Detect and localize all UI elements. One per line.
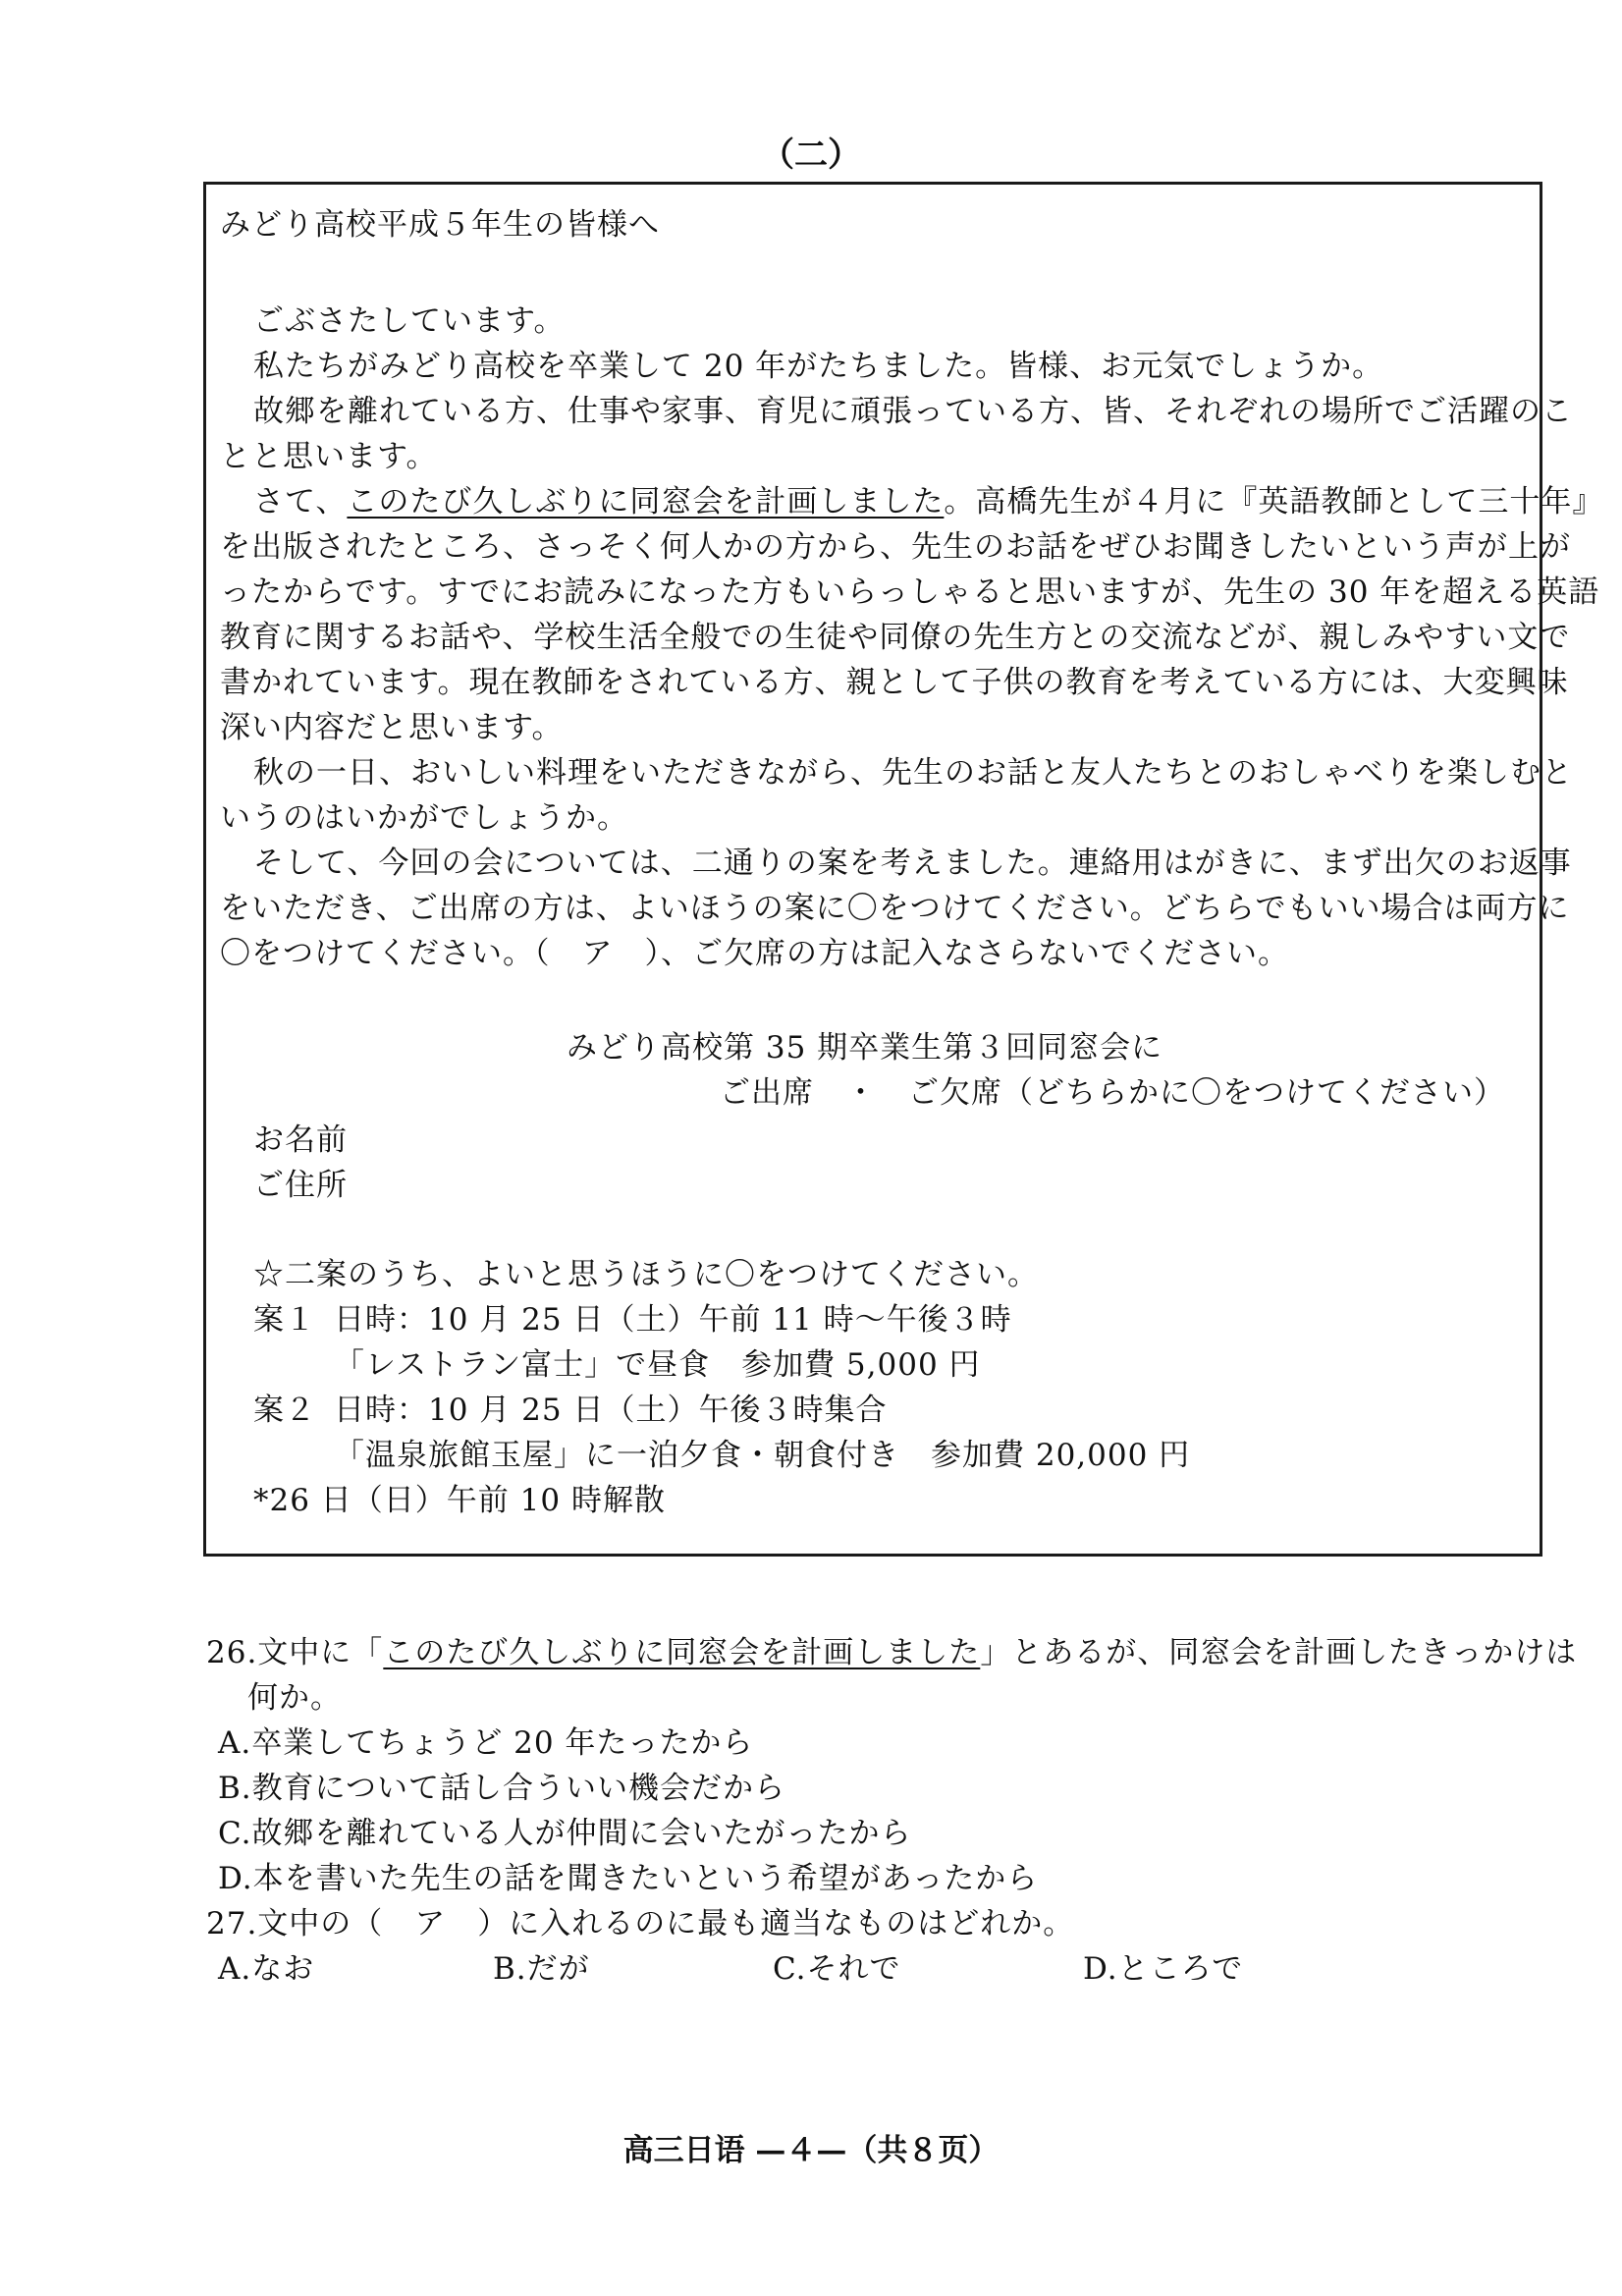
q27-option-b: B.だが bbox=[493, 1951, 590, 1987]
letter-line: とと思います。 bbox=[220, 439, 438, 474]
p4-prefix: さて、 bbox=[253, 484, 348, 519]
letter-line: いうのはいかがでしょうか。 bbox=[220, 800, 628, 836]
letter-line: 書かれています。現在教師をされている方、親として子供の教育を考えている方には、大変興味 bbox=[220, 665, 1569, 700]
form-name-label: お名前 bbox=[253, 1122, 348, 1158]
letter-line: 故郷を離れている方、仕事や家事、育児に頑張っている方、皆、それぞれの場所でご活躍のこ bbox=[253, 394, 1573, 429]
letter-salutation: みどり高校平成５年生の皆様へ bbox=[220, 207, 660, 243]
q26-suffix: 」とあるが、同窓会を計画したきっかけは bbox=[980, 1635, 1578, 1670]
letter-line: をいただき、ご出席の方は、よいほうの案に〇をつけてください。どちらでもいい場合は両方に bbox=[220, 891, 1570, 926]
form-instruction: ☆二案のうち、よいと思うほうに〇をつけてください。 bbox=[253, 1257, 1039, 1292]
question-26 bbox=[206, 1627, 1577, 1671]
q26-underlined-phrase: このたび久しぶりに同窓会を計画しました bbox=[383, 1635, 981, 1670]
letter-line: を出版されたところ、さっそく何人かの方から、先生のお話をぜひお聞きしたいという声が上が bbox=[220, 529, 1571, 565]
plan2-label: 案２ bbox=[253, 1393, 316, 1428]
p4-suffix: 。高橋先生が４月に『英語教師として三十年』 bbox=[944, 484, 1604, 519]
q27-option-d: D.ところで bbox=[1083, 1951, 1244, 1987]
plan1-label: 案１ bbox=[253, 1302, 316, 1338]
q26-continuation: 何か。 bbox=[247, 1680, 342, 1716]
form-attendance: ご出席 ・ ご欠席（どちらかに〇をつけてください） bbox=[720, 1075, 1505, 1111]
letter-line: ごぶさたしています。 bbox=[253, 303, 566, 339]
plan1-line2: 「レストラン富士」で昼食 参加費 5,000 円 bbox=[334, 1347, 981, 1383]
p4-underlined-phrase: このたび久しぶりに同窓会を計画しました bbox=[347, 484, 945, 519]
letter-line: 秋の一日、おいしい料理をいただきながら、先生のお話と友人たちとのおしゃべりを楽しむと bbox=[253, 755, 1573, 791]
plan2-note: *26 日（日）午前 10 時解散 bbox=[253, 1483, 666, 1518]
plan2-line1: 日時：10 月 25 日（土）午後３時集合 bbox=[334, 1393, 888, 1428]
q27-option-a: A.なお bbox=[218, 1951, 315, 1987]
form-heading: みどり高校第 35 期卒業生第３回同窓会に bbox=[567, 1030, 1163, 1066]
letter-line: そして、今回の会については、二通りの案を考えました。連絡用はがきに、まず出欠のお返事 bbox=[253, 846, 1572, 881]
q27-option-c: C.それで bbox=[773, 1951, 901, 1987]
plan2-line2: 「温泉旅館玉屋」に一泊夕食・朝食付き 参加費 20,000 円 bbox=[334, 1438, 1191, 1473]
q26-option-a: A.卒業してちょうど 20 年たったから bbox=[218, 1725, 754, 1761]
section-title: （二） bbox=[761, 136, 861, 175]
page-footer: 高三日语 —４—（共８页） bbox=[622, 2133, 1000, 2168]
q26-option-d: D.本を書いた先生の話を聞きたいという希望があったから bbox=[218, 1861, 1039, 1896]
q26-prefix: 26.文中に「 bbox=[206, 1635, 384, 1670]
letter-line: ったからです。すでにお読みになった方もいらっしゃると思いますが、先生の 30 年を超える英語 bbox=[220, 574, 1600, 610]
form-address-label: ご住所 bbox=[253, 1168, 348, 1203]
q26-option-c: C.故郷を離れている人が仲間に会いたがったから bbox=[218, 1816, 912, 1851]
letter-paragraph-4 bbox=[253, 476, 1603, 520]
plan1-line1: 日時：10 月 25 日（土）午前 11 時～午後３時 bbox=[334, 1302, 1012, 1338]
letter-line: 私たちがみどり高校を卒業して 20 年がたちました。皆様、お元気でしょうか。 bbox=[253, 349, 1384, 384]
letter-line: 〇をつけてください。（ ア ）、ご欠席の方は記入なさらないでください。 bbox=[220, 936, 1289, 971]
letter-line: 教育に関するお話や、学校生活全般での生徒や同僚の先生方との交流などが、親しみやすい文で bbox=[220, 620, 1571, 655]
q26-option-b: B.教育について話し合ういい機会だから bbox=[218, 1771, 786, 1806]
question-27: 27.文中の（ ア ）に入れるのに最も適当なものはどれか。 bbox=[206, 1906, 1075, 1941]
letter-line: 深い内容だと思います。 bbox=[220, 710, 564, 745]
